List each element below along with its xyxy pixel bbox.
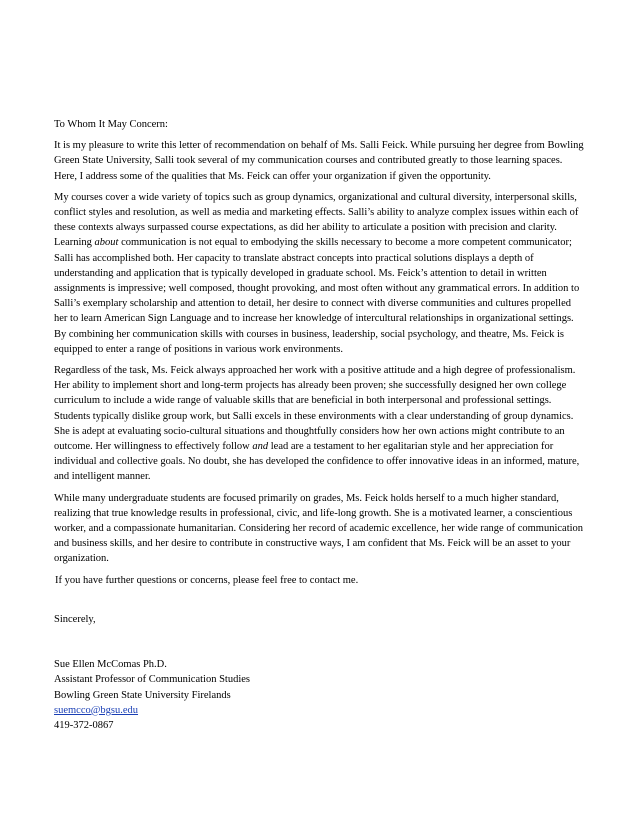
signer-phone: 419-372-0867 xyxy=(54,719,114,731)
paragraph-courses-text-1: My courses cover a wide variety of topics such as group dynamics, organizational and cultural diversity, interpersonal skills, conflict styles and resolution, as well as media and marketing effects. Salli’s ability to analyze complex issues within each of these contexts always surpassed course expectations, as did her ability to articulate a position with precision and clarity. Learning xyxy=(54,191,579,249)
email-link[interactable]: suemcco@bgsu.edu xyxy=(54,704,139,716)
signer-name: Sue Ellen McComas Ph.D. xyxy=(54,659,167,671)
emphasis-about: about xyxy=(94,237,119,249)
paragraph-professionalism-text-2: lead are a testament to her egalitarian style and her appreciation for individual and collective goals. No doubt, she has developed the confidence to offer innovative ideas in an informed, mature, and intelligent manner. xyxy=(54,441,580,483)
signer-institution: Bowling Green State University Firelands xyxy=(54,689,231,701)
paragraph-professionalism xyxy=(54,363,584,485)
closing: Sincerely, xyxy=(54,613,96,625)
paragraph-professionalism-text-1: Regardless of the task, Ms. Feick always approached her work with a positive attitude and a high degree of professionalism. Her ability to implement short and long-term projects has already been proven; she successfully designed her own college curriculum to include a wide range of valuable skills that are beneficial in both interpersonal and professional settings. Students typically dislike group work, but Salli excels in these environments with a clear understanding of group dynamics. She is adept at evaluating socio-cultural situations and thoughtfully considers how her own actions might contribute to an outcome. Her willingness to effectively follow xyxy=(54,365,576,453)
emphasis-and: and xyxy=(252,441,269,453)
paragraph-courses xyxy=(54,190,584,357)
paragraph-standards: While many undergraduate students are focused primarily on grades, Ms. Feick holds herself to a much higher standard, realizing that true knowledge results in professional, civic, and life-long growth. She is a motivated learner, a conscientious worker, and a compassionate humanitarian. Considering her record of academic excellence, her wide range of communication and business skills, and her desire to contribute in constructive ways, I am confident that Ms. Feick will be an asset to your organization. xyxy=(54,492,584,565)
signature-block xyxy=(54,657,584,733)
signer-title: Assistant Professor of Communication Studies xyxy=(54,674,250,686)
salutation: To Whom It May Concern: xyxy=(54,119,168,130)
letter-body xyxy=(54,117,584,733)
paragraph-courses-text-2: communication is not equal to embodying the skills necessary to become a more competent communicator; Salli has accomplished both. Her capacity to translate abstract concepts into practical solutions displays a depth of understanding and application that is typically developed in graduate school. Ms. Feick’s attention to detail in written assignments is impressive; well composed, thought provoking, and most often without any grammatical errors. In addition to Salli’s exemplary scholarship and attention to detail, her desire to connect with diverse communities and cultures propelled her to learn American Sign Language and to increase her knowledge of intercultural relationships in organizational settings. By combining her communication skills with courses in business, leadership, social psychology, and theatre, Ms. Feick is equipped to enter a range of positions in various work environments. xyxy=(54,237,580,355)
paragraph-contact: If you have further questions or concerns, please feel free to contact me. xyxy=(55,574,359,586)
paragraph-introduction: It is my pleasure to write this letter of recommendation on behalf of Ms. Salli Feick. While pursuing her degree from Bowling Green State University, Salli took several of my communication courses and contributed greatly to those learning spaces. Here, I address some of the qualities that Ms. Feick can offer your organization if given the opportunity. xyxy=(54,140,584,182)
